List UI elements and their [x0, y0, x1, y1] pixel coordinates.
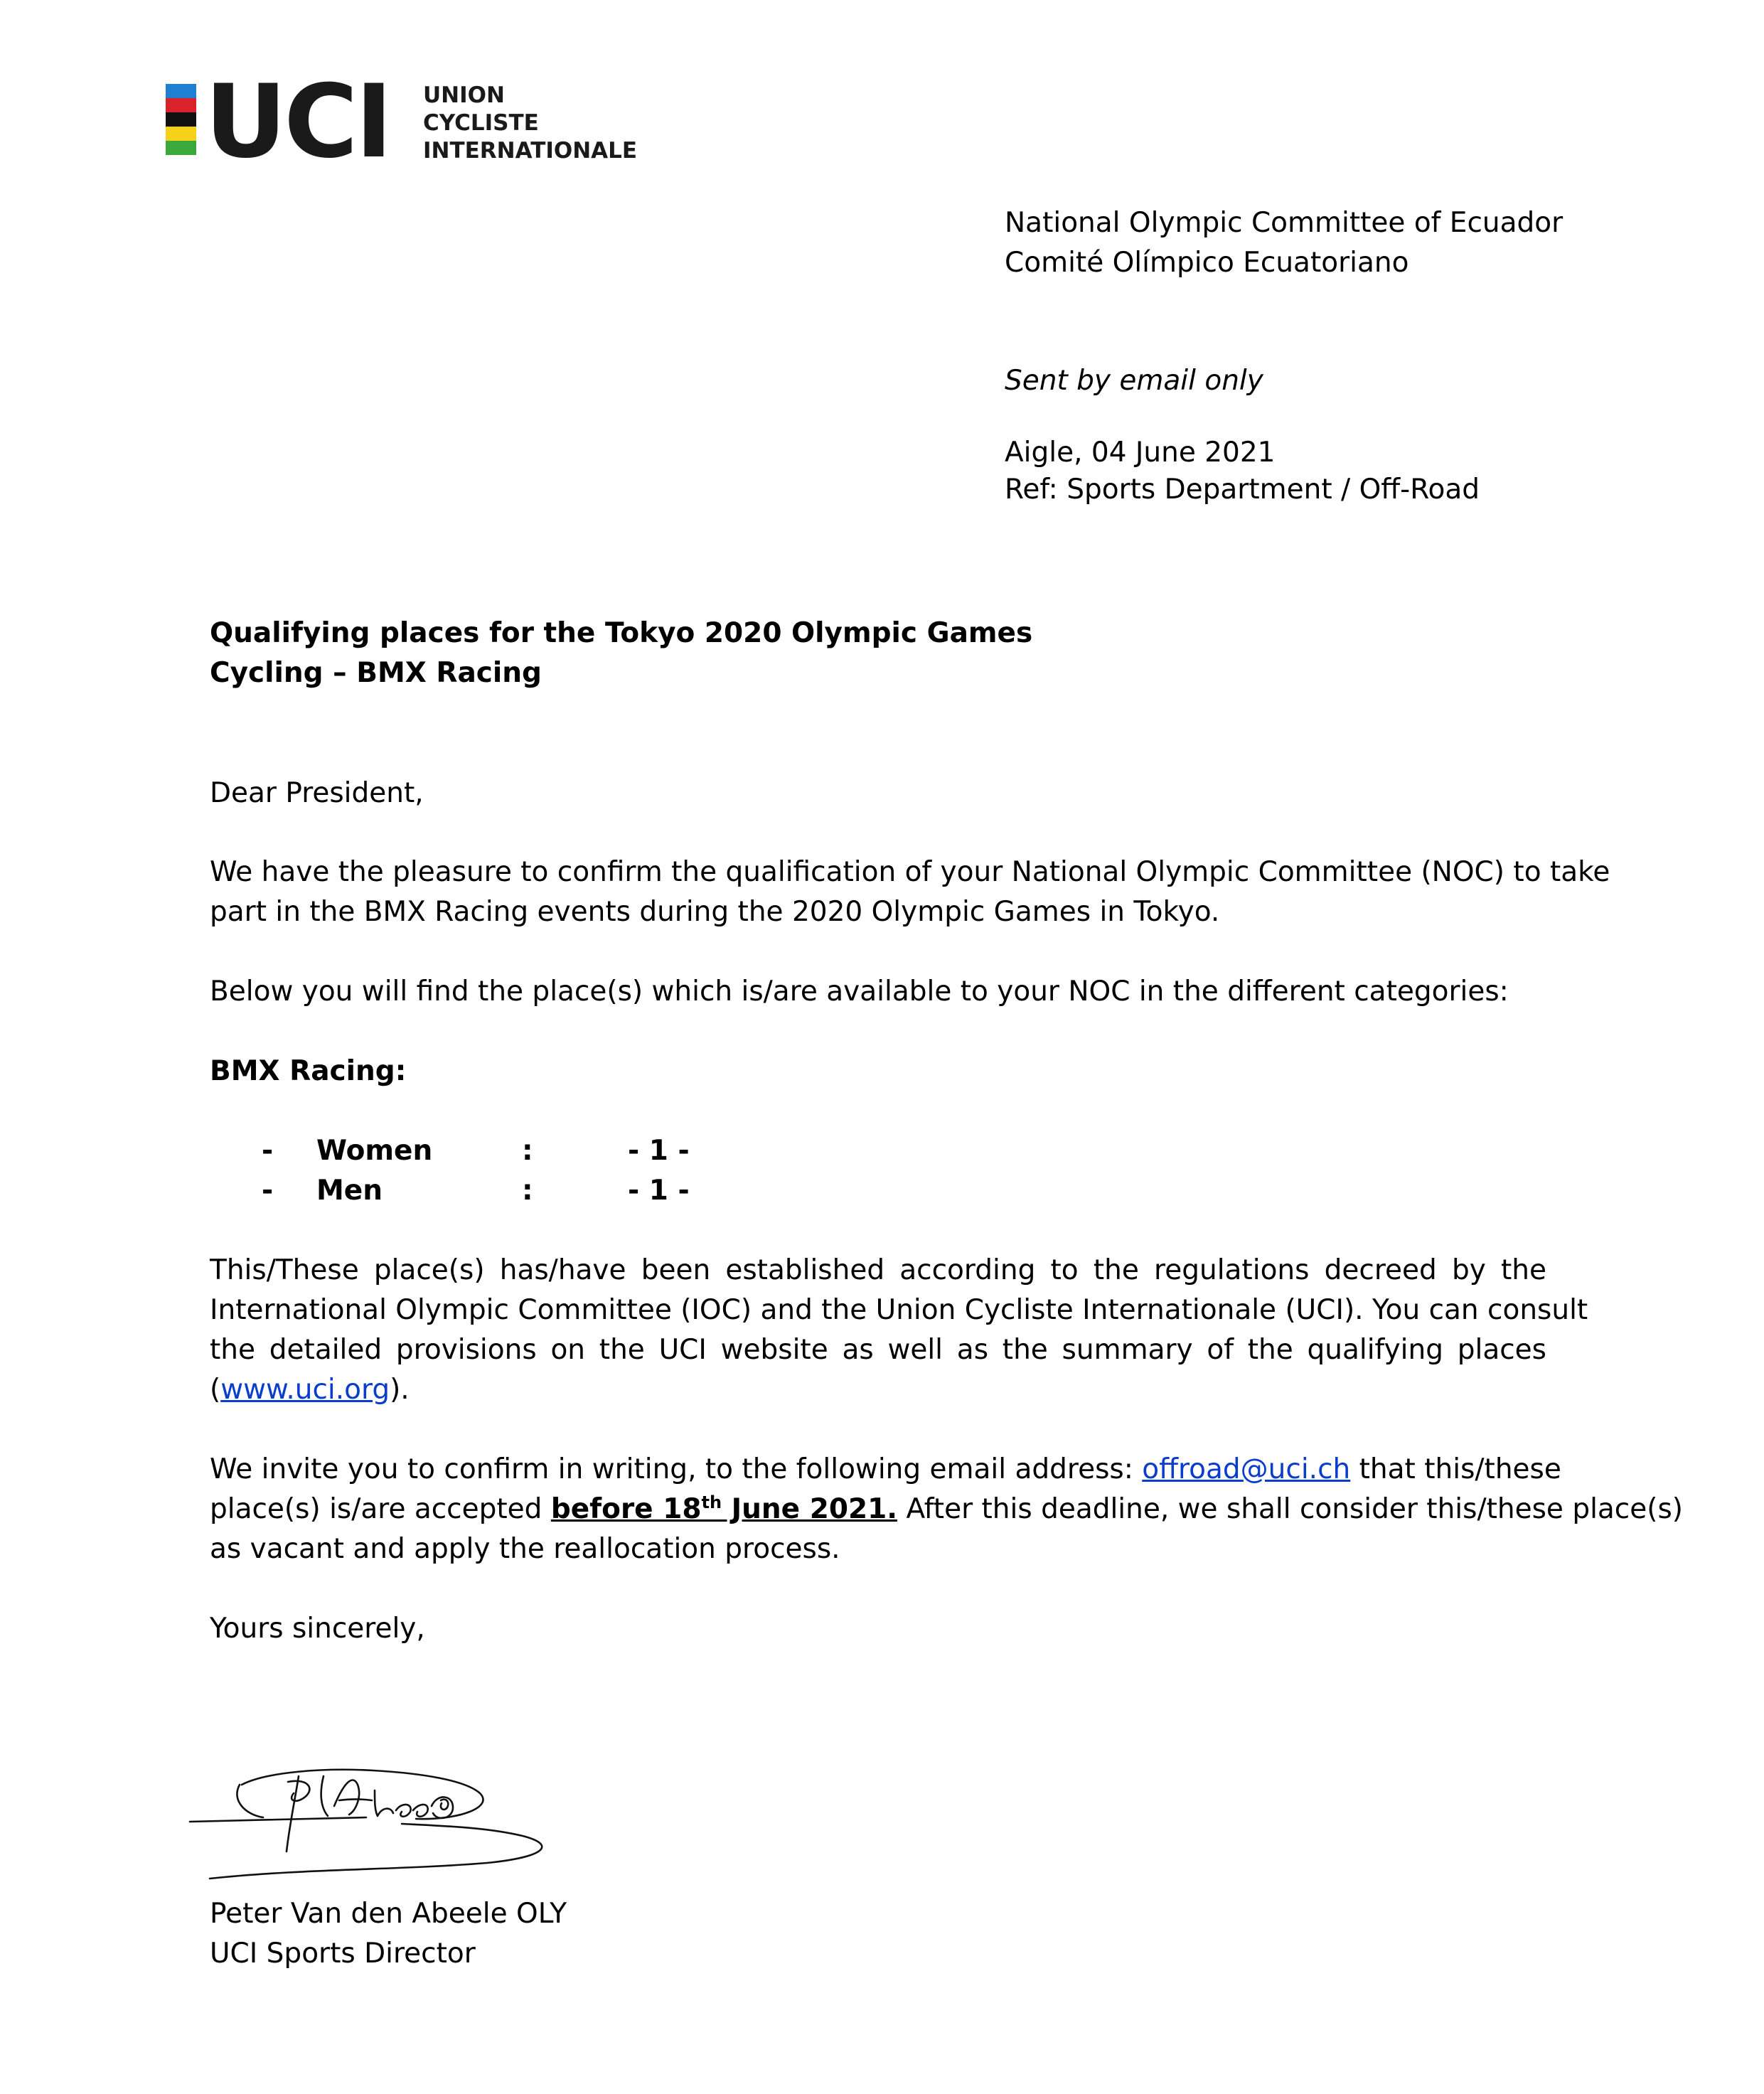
deadline-text: June 2021. [722, 1493, 898, 1525]
text-run: After this deadline, we shall consider this/these place(s) [897, 1493, 1683, 1525]
paragraph-line: as vacant and apply the reallocation process. [210, 1533, 840, 1565]
recipient-line-2: Comité Olímpico Ecuatoriano [1005, 247, 1409, 279]
offroad-email-link[interactable]: offroad@uci.ch [1142, 1453, 1351, 1485]
closing: Yours sincerely, [210, 1613, 425, 1645]
logo-mark: UCI [205, 63, 390, 181]
category-separator: : [522, 1135, 533, 1167]
category-value: - 1 - [628, 1135, 690, 1167]
signature-image [188, 1756, 565, 1891]
signatory-name: Peter Van den Abeele OLY [210, 1898, 567, 1930]
category-label: Women [316, 1135, 433, 1167]
date-line: Aigle, 04 June 2021 [1005, 437, 1276, 469]
paragraph-line: This/These place(s) has/have been established according to the regulations decreed by the [210, 1254, 1546, 1286]
logo-stripe-blue [166, 84, 196, 98]
category-label: Men [316, 1175, 383, 1207]
subject [210, 614, 1032, 693]
logo-wordmark [423, 82, 637, 165]
deadline [551, 1493, 897, 1525]
paragraph-line: We have the pleasure to confirm the qualification of your National Olympic Committee (NOC) to take [210, 856, 1610, 888]
deadline-text: before 18 [550, 1493, 702, 1525]
category-value: - 1 - [628, 1175, 690, 1207]
sent-note: Sent by email only [1005, 365, 1263, 397]
reference-line: Ref: Sports Department / Off-Road [1005, 474, 1480, 506]
text-run: that this/these [1350, 1453, 1561, 1485]
paragraph-line [210, 1490, 1683, 1529]
logo-stripe-green [166, 141, 196, 155]
paragraph-line: part in the BMX Racing events during the 2020 Olympic Games in Tokyo. [210, 896, 1220, 928]
logo-word-union: UNION [423, 82, 505, 108]
paragraph-confirmation [210, 853, 1610, 932]
paragraph-line [210, 1370, 1546, 1410]
text-run: place(s) is/are accepted [210, 1493, 551, 1525]
logo-word-internationale: INTERNATIONALE [423, 138, 638, 164]
deadline-superscript: th [701, 1492, 722, 1512]
subject-line-2: Cycling – BMX Racing [210, 657, 542, 689]
logo-stripe-black [166, 112, 196, 127]
paragraph-places-intro: Below you will find the place(s) which is/are available to your NOC in the different categories: [210, 976, 1509, 1008]
subject-line-1: Qualifying places for the Tokyo 2020 Olympic Games [210, 617, 1033, 649]
section-heading: BMX Racing: [210, 1055, 407, 1087]
paren-close: ). [390, 1374, 410, 1406]
uci-logo [166, 63, 642, 181]
logo-stripe-red [166, 98, 196, 112]
logo-stripe-yellow [166, 127, 196, 141]
paragraph-regulations [210, 1251, 1588, 1410]
paragraph-line: International Olympic Committee (IOC) and the Union Cycliste Internationale (UCI). You can consult [210, 1294, 1588, 1326]
paragraph-confirm-deadline [210, 1450, 1683, 1569]
signatory-title: UCI Sports Director [210, 1938, 476, 1970]
recipient-line-1: National Olympic Committee of Ecuador [1005, 207, 1563, 239]
salutation: Dear President, [210, 777, 424, 809]
paren-open: ( [210, 1374, 221, 1406]
paragraph-line: the detailed provisions on the UCI website as well as the summary of the qualifying places [210, 1334, 1546, 1366]
uci-website-link[interactable]: www.uci.org [220, 1374, 390, 1406]
text-run: We invite you to confirm in writing, to the following email address: [210, 1453, 1143, 1485]
category-dash: - [262, 1175, 274, 1207]
category-separator: : [522, 1175, 533, 1207]
logo-word-cycliste: CYCLISTE [423, 110, 539, 136]
paragraph-line [210, 1450, 1561, 1490]
category-dash: - [262, 1135, 274, 1167]
